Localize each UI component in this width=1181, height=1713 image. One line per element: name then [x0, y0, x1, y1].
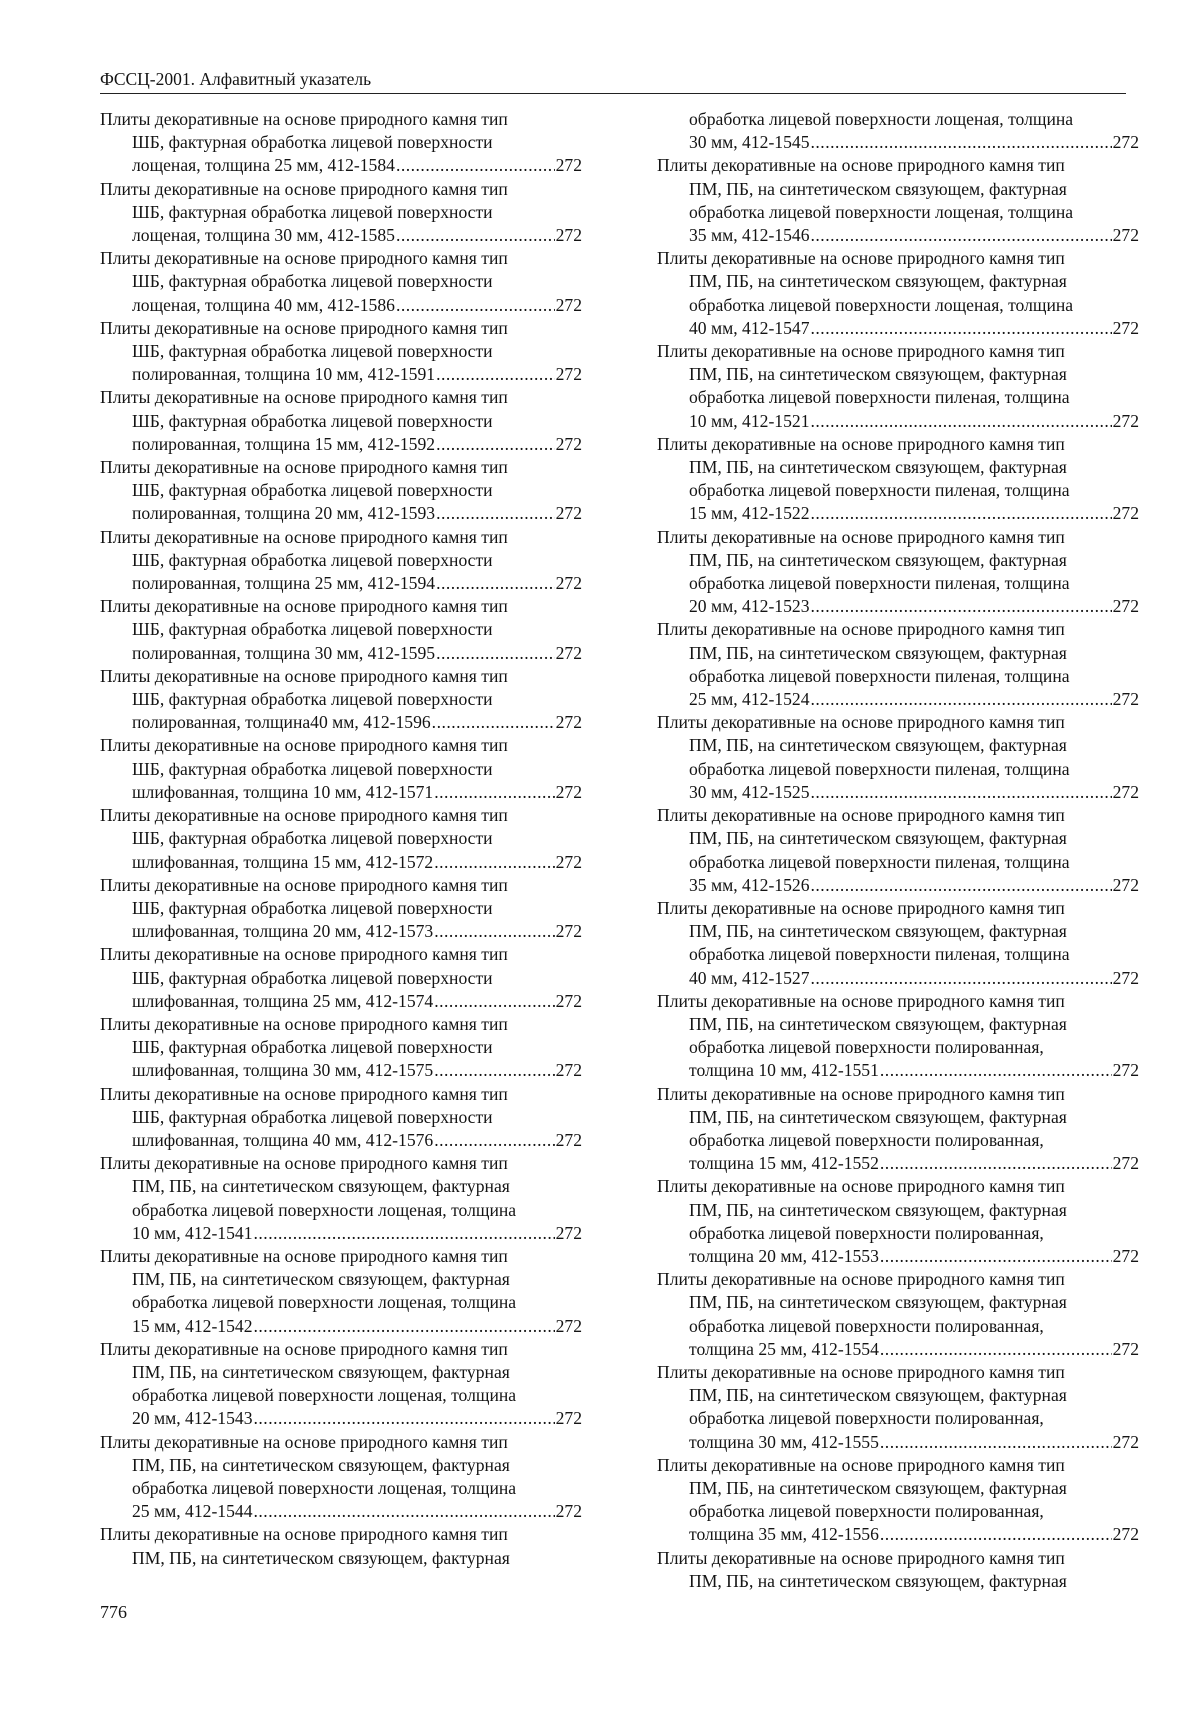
- entry-page-ref: 272: [555, 921, 582, 942]
- entry-last-line: [657, 224, 1139, 247]
- entry-line: обработка лицевой поверхности лощеная, толщина: [132, 1199, 517, 1220]
- entry-page-ref: 272: [555, 1222, 582, 1243]
- entry-line: Плиты декоративные на основе природного камня тип: [657, 990, 1065, 1011]
- entry-line: ПМ, ПБ, на синтетическом связующем, фактурная: [689, 642, 1067, 663]
- entry-line: Плиты декоративные на основе природного камня тип: [657, 897, 1065, 918]
- entry-line: ПМ, ПБ, на синтетическом связующем, фактурная: [132, 1176, 510, 1197]
- index-entry: [100, 943, 582, 1013]
- entry-last-line: [657, 874, 1139, 897]
- entry-page-ref: 272: [555, 851, 582, 872]
- entry-page-ref: 272: [1112, 967, 1139, 988]
- entry-page-ref: 272: [1112, 689, 1139, 710]
- dot-leader: [396, 154, 555, 177]
- entry-page-ref: 272: [555, 642, 582, 663]
- entry-line: обработка лицевой поверхности полированная,: [689, 1222, 1044, 1243]
- entry-line: ПМ, ПБ, на синтетическом связующем, фактурная: [689, 364, 1067, 385]
- entry-line: Плиты декоративные на основе природного камня тип: [100, 1431, 508, 1452]
- entry-line: ШБ, фактурная обработка лицевой поверхности: [132, 132, 493, 153]
- entry-last-line: [100, 294, 582, 317]
- entry-line: ШБ, фактурная обработка лицевой поверхности: [132, 341, 493, 362]
- entry-line: ШБ, фактурная обработка лицевой поверхности: [132, 967, 493, 988]
- index-entry: [657, 990, 1139, 1083]
- entry-line: ПМ, ПБ, на синтетическом связующем, фактурная: [689, 549, 1067, 570]
- dot-leader: [811, 317, 1112, 340]
- entry-line: обработка лицевой поверхности полированная,: [689, 1315, 1044, 1336]
- entry-last-line: [100, 851, 582, 874]
- entry-line: ПМ, ПБ, на синтетическом связующем, фактурная: [689, 735, 1067, 756]
- entry-text: 35 мм, 412-1526: [689, 874, 810, 895]
- entry-page-ref: 272: [1112, 1153, 1139, 1174]
- dot-leader: [396, 224, 555, 247]
- entry-text: 10 мм, 412-1541: [132, 1222, 253, 1243]
- entry-page-ref: 272: [1112, 225, 1139, 246]
- index-entry: [100, 1083, 582, 1153]
- entry-text: шлифованная, толщина 40 мм, 412-1576: [132, 1129, 434, 1150]
- entry-text: шлифованная, толщина 30 мм, 412-1575: [132, 1060, 434, 1081]
- entry-line: ШБ, фактурная обработка лицевой поверхности: [132, 897, 493, 918]
- entry-line: Плиты декоративные на основе природного камня тип: [100, 1083, 508, 1104]
- entry-last-line: [100, 1315, 582, 1338]
- entry-line: обработка лицевой поверхности полированная,: [689, 1408, 1044, 1429]
- index-entry: [100, 804, 582, 874]
- entry-line: обработка лицевой поверхности пиленая, толщина: [689, 944, 1070, 965]
- index-entry: [100, 1013, 582, 1083]
- entry-line: ПМ, ПБ, на синтетическом связующем, фактурная: [689, 457, 1067, 478]
- entry-last-line: [100, 711, 582, 734]
- entry-page-ref: 272: [1112, 410, 1139, 431]
- dot-leader: [811, 224, 1112, 247]
- dot-leader: [811, 688, 1112, 711]
- entry-line: ПМ, ПБ, на синтетическом связующем, фактурная: [689, 1385, 1067, 1406]
- entry-page-ref: 272: [555, 781, 582, 802]
- index-entry: [657, 804, 1139, 897]
- index-entry: [100, 386, 582, 456]
- entry-text: лощеная, толщина 30 мм, 412-1585: [132, 225, 395, 246]
- entry-last-line: [657, 781, 1139, 804]
- entry-last-line: [657, 410, 1139, 433]
- dot-leader: [880, 1431, 1112, 1454]
- dot-leader: [880, 1152, 1112, 1175]
- entry-text: толщина 30 мм, 412-1555: [689, 1431, 879, 1452]
- entry-text: лощеная, толщина 40 мм, 412-1586: [132, 294, 395, 315]
- entry-last-line: [100, 990, 582, 1013]
- entry-line: ПМ, ПБ, на синтетическом связующем, фактурная: [132, 1269, 510, 1290]
- entry-line: Плиты декоративные на основе природного камня тип: [657, 1361, 1065, 1382]
- entry-line: ПМ, ПБ, на синтетическом связующем, фактурная: [689, 828, 1067, 849]
- entry-last-line: [100, 1129, 582, 1152]
- entry-line: Плиты декоративные на основе природного камня тип: [657, 155, 1065, 176]
- index-entry: [100, 178, 582, 248]
- entry-last-line: [657, 1059, 1139, 1082]
- entry-line: Плиты декоративные на основе природного камня тип: [100, 596, 508, 617]
- entry-text: толщина 35 мм, 412-1556: [689, 1524, 879, 1545]
- entry-line: ШБ, фактурная обработка лицевой поверхности: [132, 758, 493, 779]
- entry-text: 15 мм, 412-1522: [689, 503, 810, 524]
- dot-leader: [254, 1407, 555, 1430]
- index-entry: [100, 874, 582, 944]
- dot-leader: [436, 502, 555, 525]
- entry-page-ref: 272: [555, 573, 582, 594]
- entry-line: ШБ, фактурная обработка лицевой поверхности: [132, 271, 493, 292]
- dot-leader: [436, 642, 555, 665]
- index-column-right: [657, 108, 1139, 1593]
- entry-page-ref: 272: [555, 155, 582, 176]
- index-entry: [100, 317, 582, 387]
- index-entry: [100, 1152, 582, 1245]
- entry-page-ref: 272: [555, 712, 582, 733]
- entry-line: Плиты декоративные на основе природного камня тип: [100, 178, 508, 199]
- entry-text: 30 мм, 412-1545: [689, 132, 810, 153]
- entry-line: обработка лицевой поверхности лощеная, толщина: [132, 1477, 517, 1498]
- entry-line: ПМ, ПБ, на синтетическом связующем, фактурная: [689, 1292, 1067, 1313]
- entry-page-ref: 272: [555, 1315, 582, 1336]
- dot-leader: [880, 1059, 1112, 1082]
- entry-page-ref: 272: [555, 1408, 582, 1429]
- entry-line: ШБ, фактурная обработка лицевой поверхности: [132, 828, 493, 849]
- entry-line: Плиты декоративные на основе природного камня тип: [100, 665, 508, 686]
- entry-page-ref: 272: [555, 364, 582, 385]
- entry-page-ref: 272: [555, 990, 582, 1011]
- index-entry: [100, 1523, 582, 1569]
- index-entry: [657, 1547, 1139, 1593]
- entry-line: ШБ, фактурная обработка лицевой поверхности: [132, 410, 493, 431]
- dot-leader: [432, 711, 555, 734]
- entry-line: Плиты декоративные на основе природного камня тип: [657, 341, 1065, 362]
- dot-leader: [396, 294, 555, 317]
- index-entry: [657, 711, 1139, 804]
- entry-page-ref: 272: [1112, 1245, 1139, 1266]
- entry-text: шлифованная, толщина 20 мм, 412-1573: [132, 921, 434, 942]
- entry-text: шлифованная, толщина 25 мм, 412-1574: [132, 990, 434, 1011]
- entry-last-line: [100, 154, 582, 177]
- entry-text: 20 мм, 412-1523: [689, 596, 810, 617]
- entry-line: ПМ, ПБ, на синтетическом связующем, фактурная: [689, 271, 1067, 292]
- running-header: [100, 68, 1126, 94]
- entry-text: полированная, толщина40 мм, 412-1596: [132, 712, 431, 733]
- entry-text: толщина 15 мм, 412-1552: [689, 1153, 879, 1174]
- index-entry: [657, 1175, 1139, 1268]
- entry-line: ШБ, фактурная обработка лицевой поверхности: [132, 1037, 493, 1058]
- entry-line: Плиты декоративные на основе природного камня тип: [657, 1176, 1065, 1197]
- entry-line: Плиты декоративные на основе природного камня тип: [100, 526, 508, 547]
- dot-leader: [254, 1222, 555, 1245]
- entry-line: ШБ, фактурная обработка лицевой поверхности: [132, 689, 493, 710]
- entry-line: ШБ, фактурная обработка лицевой поверхности: [132, 480, 493, 501]
- entry-line: ШБ, фактурная обработка лицевой поверхности: [132, 619, 493, 640]
- entry-page-ref: 272: [555, 503, 582, 524]
- entry-page-ref: 272: [1112, 1524, 1139, 1545]
- entry-last-line: [100, 920, 582, 943]
- entry-page-ref: 272: [1112, 132, 1139, 153]
- entry-text: 20 мм, 412-1543: [132, 1408, 253, 1429]
- dot-leader: [434, 781, 554, 804]
- dot-leader: [434, 920, 554, 943]
- entry-line: обработка лицевой поверхности полированная,: [689, 1501, 1044, 1522]
- entry-last-line: [657, 688, 1139, 711]
- entry-line: Плиты декоративные на основе природного камня тип: [657, 1083, 1065, 1104]
- entry-line: обработка лицевой поверхности пиленая, толщина: [689, 387, 1070, 408]
- index-entry: [657, 433, 1139, 526]
- entry-last-line: [100, 572, 582, 595]
- index-entry: [100, 108, 582, 178]
- index-entry: [100, 247, 582, 317]
- entry-line: ПМ, ПБ, на синтетическом связующем, фактурная: [689, 921, 1067, 942]
- entry-last-line: [100, 1222, 582, 1245]
- entry-line: обработка лицевой поверхности пиленая, толщина: [689, 573, 1070, 594]
- entry-last-line: [657, 502, 1139, 525]
- entry-line: ПМ, ПБ, на синтетическом связующем, фактурная: [132, 1361, 510, 1382]
- entry-last-line: [657, 595, 1139, 618]
- entry-line: обработка лицевой поверхности лощеная, толщина: [689, 294, 1074, 315]
- entry-line: Плиты декоративные на основе природного камня тип: [657, 526, 1065, 547]
- entry-line: ПМ, ПБ, на синтетическом связующем, фактурная: [689, 1013, 1067, 1034]
- index-entry: [657, 108, 1139, 154]
- entry-line: Плиты декоративные на основе природного камня тип: [657, 248, 1065, 269]
- header-title: ФССЦ-2001. Алфавитный указатель: [100, 69, 372, 89]
- entry-last-line: [100, 1407, 582, 1430]
- entry-line: Плиты декоративные на основе природного камня тип: [657, 1454, 1065, 1475]
- entry-line: Плиты декоративные на основе природного камня тип: [100, 735, 508, 756]
- entry-line: Плиты декоративные на основе природного камня тип: [100, 1245, 508, 1266]
- index-entry: [100, 734, 582, 804]
- entry-line: обработка лицевой поверхности полированная,: [689, 1037, 1044, 1058]
- entry-line: Плиты декоративные на основе природного камня тип: [100, 874, 508, 895]
- entry-line: ШБ, фактурная обработка лицевой поверхности: [132, 549, 493, 570]
- entry-last-line: [657, 1431, 1139, 1454]
- index-entry: [100, 665, 582, 735]
- index-column-left: [100, 108, 582, 1570]
- entry-line: ПМ, ПБ, на синтетическом связующем, фактурная: [689, 178, 1067, 199]
- entry-page-ref: 272: [1112, 874, 1139, 895]
- entry-line: обработка лицевой поверхности пиленая, толщина: [689, 665, 1070, 686]
- index-entry: [657, 340, 1139, 433]
- index-entry: [100, 1338, 582, 1431]
- entry-line: Плиты декоративные на основе природного камня тип: [100, 317, 508, 338]
- entry-page-ref: 272: [555, 225, 582, 246]
- entry-text: полированная, толщина 10 мм, 412-1591: [132, 364, 436, 385]
- entry-line: обработка лицевой поверхности лощеная, толщина: [132, 1292, 517, 1313]
- dot-leader: [880, 1338, 1112, 1361]
- entry-line: ПМ, ПБ, на синтетическом связующем, фактурная: [132, 1454, 510, 1475]
- entry-line: Плиты декоративные на основе природного камня тип: [100, 944, 508, 965]
- entry-text: шлифованная, толщина 15 мм, 412-1572: [132, 851, 434, 872]
- entry-last-line: [100, 363, 582, 386]
- entry-last-line: [657, 317, 1139, 340]
- entry-line: ШБ, фактурная обработка лицевой поверхности: [132, 201, 493, 222]
- entry-last-line: [100, 1500, 582, 1523]
- index-entry: [100, 1431, 582, 1524]
- entry-line: ПМ, ПБ, на синтетическом связующем, фактурная: [689, 1199, 1067, 1220]
- dot-leader: [434, 851, 554, 874]
- entry-page-ref: 272: [1112, 317, 1139, 338]
- entry-last-line: [100, 642, 582, 665]
- entry-page-ref: 272: [555, 1129, 582, 1150]
- index-entry: [100, 595, 582, 665]
- entry-line: ПМ, ПБ, на синтетическом связующем, фактурная: [689, 1106, 1067, 1127]
- dot-leader: [811, 502, 1112, 525]
- entry-text: полированная, толщина 15 мм, 412-1592: [132, 433, 436, 454]
- index-entry: [100, 526, 582, 596]
- entry-text: толщина 25 мм, 412-1554: [689, 1338, 879, 1359]
- entry-page-ref: 272: [1112, 781, 1139, 802]
- dot-leader: [811, 131, 1112, 154]
- entry-line: обработка лицевой поверхности пиленая, толщина: [689, 758, 1070, 779]
- entry-text: 30 мм, 412-1525: [689, 781, 810, 802]
- entry-text: полированная, толщина 25 мм, 412-1594: [132, 573, 436, 594]
- dot-leader: [811, 595, 1112, 618]
- entry-line: обработка лицевой поверхности лощеная, толщина: [132, 1385, 517, 1406]
- index-entry: [657, 618, 1139, 711]
- dot-leader: [254, 1500, 555, 1523]
- entry-text: полированная, толщина 30 мм, 412-1595: [132, 642, 436, 663]
- index-entry: [657, 1083, 1139, 1176]
- entry-page-ref: 272: [555, 294, 582, 315]
- entry-line: ПМ, ПБ, на синтетическом связующем, фактурная: [132, 1547, 510, 1568]
- entry-line: Плиты декоративные на основе природного камня тип: [100, 1013, 508, 1034]
- entry-text: шлифованная, толщина 10 мм, 412-1571: [132, 781, 434, 802]
- dot-leader: [811, 874, 1112, 897]
- index-entry: [657, 1361, 1139, 1454]
- entry-page-ref: 272: [1112, 1060, 1139, 1081]
- entry-page-ref: 272: [555, 1501, 582, 1522]
- entry-line: Плиты декоративные на основе природного камня тип: [657, 433, 1065, 454]
- index-entry: [657, 526, 1139, 619]
- dot-leader: [811, 967, 1112, 990]
- entry-page-ref: 272: [555, 433, 582, 454]
- entry-line: ШБ, фактурная обработка лицевой поверхности: [132, 1106, 493, 1127]
- entry-last-line: [100, 224, 582, 247]
- index-entry: [657, 247, 1139, 340]
- entry-last-line: [657, 1338, 1139, 1361]
- entry-line: Плиты декоративные на основе природного камня тип: [100, 1338, 508, 1359]
- entry-line: Плиты декоративные на основе природного камня тип: [100, 1153, 508, 1174]
- index-entry: [100, 456, 582, 526]
- entry-last-line: [657, 967, 1139, 990]
- index-entry: [657, 154, 1139, 247]
- index-entry: [100, 1245, 582, 1338]
- dot-leader: [436, 433, 555, 456]
- entry-page-ref: 272: [1112, 596, 1139, 617]
- entry-last-line: [657, 1245, 1139, 1268]
- entry-text: 15 мм, 412-1542: [132, 1315, 253, 1336]
- entry-line: Плиты декоративные на основе природного камня тип: [657, 1547, 1065, 1568]
- entry-line: Плиты декоративные на основе природного камня тип: [100, 457, 508, 478]
- entry-line: обработка лицевой поверхности пиленая, толщина: [689, 480, 1070, 501]
- entry-text: 35 мм, 412-1546: [689, 225, 810, 246]
- entry-line: обработка лицевой поверхности лощеная, толщина: [689, 109, 1074, 129]
- entry-line: Плиты декоративные на основе природного камня тип: [100, 248, 508, 269]
- entry-last-line: [100, 781, 582, 804]
- entry-text: полированная, толщина 20 мм, 412-1593: [132, 503, 436, 524]
- dot-leader: [434, 1129, 554, 1152]
- dot-leader: [434, 990, 554, 1013]
- entry-line: обработка лицевой поверхности лощеная, толщина: [689, 201, 1074, 222]
- dot-leader: [880, 1523, 1112, 1546]
- entry-line: Плиты декоративные на основе природного камня тип: [657, 712, 1065, 733]
- entry-text: 25 мм, 412-1544: [132, 1501, 253, 1522]
- entry-text: 25 мм, 412-1524: [689, 689, 810, 710]
- dot-leader: [434, 1059, 554, 1082]
- entry-text: толщина 20 мм, 412-1553: [689, 1245, 879, 1266]
- entry-line: ПМ, ПБ, на синтетическом связующем, фактурная: [689, 1570, 1067, 1591]
- entry-last-line: [657, 1523, 1139, 1546]
- entry-page-ref: 272: [1112, 1338, 1139, 1359]
- entry-text: 40 мм, 412-1547: [689, 317, 810, 338]
- entry-last-line: [100, 1059, 582, 1082]
- entry-text: 40 мм, 412-1527: [689, 967, 810, 988]
- entry-last-line: [100, 502, 582, 525]
- index-entry: [657, 1454, 1139, 1547]
- dot-leader: [811, 781, 1112, 804]
- entry-text: 10 мм, 412-1521: [689, 410, 810, 431]
- index-entry: [657, 897, 1139, 990]
- entry-line: ПМ, ПБ, на синтетическом связующем, фактурная: [689, 1477, 1067, 1498]
- entry-line: Плиты декоративные на основе природного камня тип: [100, 1524, 508, 1545]
- entry-line: Плиты декоративные на основе природного камня тип: [100, 805, 508, 826]
- entry-text: лощеная, толщина 25 мм, 412-1584: [132, 155, 395, 176]
- entry-last-line: [100, 433, 582, 456]
- entry-line: Плиты декоративные на основе природного камня тип: [100, 387, 508, 408]
- dot-leader: [436, 572, 555, 595]
- page-number: 776: [100, 1602, 127, 1622]
- entry-line: обработка лицевой поверхности пиленая, толщина: [689, 851, 1070, 872]
- entry-last-line: [657, 1152, 1139, 1175]
- entry-page-ref: 272: [555, 1060, 582, 1081]
- entry-line: Плиты декоративные на основе природного камня тип: [657, 805, 1065, 826]
- entry-page-ref: 272: [1112, 503, 1139, 524]
- entry-page-ref: 272: [1112, 1431, 1139, 1452]
- entry-last-line: [657, 131, 1139, 154]
- entry-line: обработка лицевой поверхности полированная,: [689, 1129, 1044, 1150]
- entry-line: Плиты декоративные на основе природного камня тип: [100, 109, 508, 129]
- dot-leader: [811, 410, 1112, 433]
- entry-line: Плиты декоративные на основе природного камня тип: [657, 619, 1065, 640]
- dot-leader: [880, 1245, 1112, 1268]
- index-entry: [657, 1268, 1139, 1361]
- dot-leader: [254, 1315, 555, 1338]
- dot-leader: [436, 363, 555, 386]
- entry-line: Плиты декоративные на основе природного камня тип: [657, 1269, 1065, 1290]
- entry-text: толщина 10 мм, 412-1551: [689, 1060, 879, 1081]
